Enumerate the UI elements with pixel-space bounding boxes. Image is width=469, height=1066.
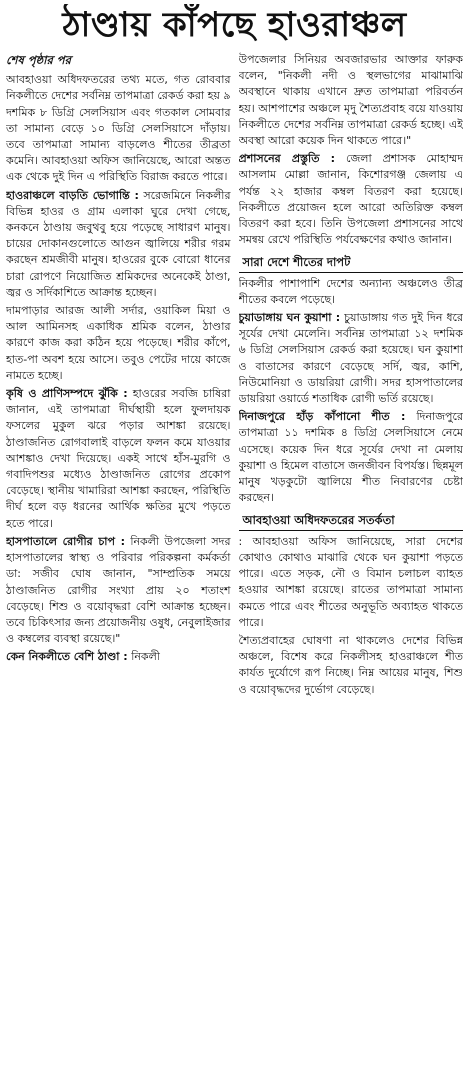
subhead-haor-hardship: হাওরাঞ্চলে বাড়তি ভোগান্তি :: [6, 188, 139, 202]
subhead-why-cold: কেন নিকলীতে বেশি ঠাণ্ডা :: [6, 650, 128, 664]
text-why-cold: নিকলী: [127, 650, 160, 664]
text-agri-risk: হাওরের সবজি চাষিরা জানান, এই তাপমাত্রা দীর্ঘস্থায়ী হলে ফুলদায়ক ফসলের মুকুল ঝরে পড়ার আশঙ্কা রয়েছে। ঠাণ্ডাজনিত রোগবালাই বাড়লে ফলন কমে যাওয়ার আশঙ্কাও দেখা দিয়েছে। একই সাথে হাঁস-মুরগি ও গবাদিপশুর মধ্যেও ঠাণ্ডাজনিত রোগের প্রকোপ বেড়েছে। স্থানীয় খামারিরা আশঙ্কা করছেন, পরিস্থিতি দীর্ঘ হলে বড় ধরনের আর্থিক ক্ষতির মুখে পড়তে হতে পারে।: [6, 387, 231, 530]
section-admin: [239, 151, 464, 248]
text-met-warning: : আবহাওয়া অফিস জানিয়েছে, সারা দেশের কোথাও কোথাও মাঝারি থেকে ঘন কুয়াশা পড়তে পারে। এতে সড়ক, নৌ ও বিমান চলাচল ব্যাহত হওয়ার আশঙ্কা রয়েছে। রাতের তাপমাত্রা সামান্য কমতে পারে এবং শীতের অনুভূতি অব্যাহত থাকতে পারে।: [238, 534, 463, 629]
section-hospital: [6, 534, 231, 647]
subhead-met-warning: আবহাওয়া অধিদফতরের সতর্কতা: [239, 511, 464, 530]
text-dinajpur: দিনাজপুরে তাপমাত্রা ১১ দশমিক ৪ ডিগ্রি সেলসিয়াসে নেমে এসেছে। কয়েক দিন ধরে সূর্যের দেখা না মেলায় কুয়াশা ও হিমেল বাতাসে জনজীবন বিপর্যস্ত। ছিন্নমূল মানুষ খড়কুটো জ্বালিয়ে শীত নিবারণের চেষ্টা করছেন।: [238, 410, 463, 505]
section-haor-hardship: [6, 188, 231, 301]
text-chuadanga: চুয়াডাঙ্গায় গত দুই দিন ধরে সূর্যের দেখা মেলেনি। সর্বনিম্ন তাপমাত্রা ১২ দশমিক ৬ ডিগ্রি সেলসিয়াস রেকর্ড করা হয়েছে। ঘন কুয়াশা ও বাতাসের কারণে বেড়েছে সর্দি, জ্বর, কাশি, নিউমোনিয়া ও ডায়রিয়া রোগী। সদর হাসপাতালের ডায়রিয়া ওয়ার্ডে শতাধিক রোগী ভর্তি রয়েছে।: [238, 311, 463, 406]
subhead-admin: প্রশাসনের প্রস্তুতি :: [238, 152, 336, 166]
paragraph-closing: শৈত্যপ্রবাহের ঘোষণা না থাকলেও দেশের বিভিন্ন অঞ্চলে, বিশেষ করে নিকলীসহ হাওরাঞ্চলে শীত কার্যত দুর্যোগে রূপ নিচ্ছে। নিম্ন আয়ের মানুষ, শিশু ও বয়োবৃদ্ধদের দুর্ভোগ বেড়েছে।: [238, 633, 463, 696]
right-column: [239, 52, 464, 1062]
section-chuadanga: [239, 310, 464, 407]
subhead-agri-risk: কৃষি ও প্রাণিসম্পদে ঝুঁকি :: [6, 387, 128, 401]
section-agri-risk: [6, 386, 231, 532]
subhead-chuadanga: চুয়াডাঙ্গায় ঘন কুয়াশা :: [238, 311, 341, 325]
section-dinajpur: [239, 409, 464, 506]
left-column: [6, 52, 231, 1062]
subhead-nationwide: সারা দেশে শীতের দাপট: [239, 253, 464, 272]
headline: ঠাণ্ডায় কাঁপছে হাওরাঞ্চল: [62, 5, 407, 45]
article-columns: [6, 52, 463, 1062]
text-nationwide: নিকলীর পাশাপাশি দেশের অন্যান্য অঞ্চলেও তীব্র শীতের কবলে পড়েছে।: [238, 276, 463, 306]
section-why-cold: [6, 649, 231, 665]
paragraph-observer: উপজেলার সিনিয়র অবজারভার আক্তার ফারুক বলেন, "নিকলী নদী ও স্থলভাগের মাঝামাঝি অবস্থানে থাকায় এখানে দ্রুত তাপমাত্রা পরিবর্তন হয়। আশপাশের অঞ্চলে মৃদু শৈত্যপ্রবাহ বয়ে যাওয়ায় নিকলীতে দেশের সর্বনিম্ন তাপমাত্রা রেকর্ড হচ্ছে। এই অবস্থা আরো কয়েক দিন থাকতে পারে।": [238, 53, 463, 148]
paragraph-workers: দামপাড়ার আরজ আলী সর্দার, ওয়াকিল মিয়া ও আল আমিনসহ একাধিক শ্রমিক বলেন, ঠাণ্ডার কারণে কাজ করা কঠিন হয়ে পড়েছে। শরীর কাঁপে, হাত-পা অবশ হয়ে আসে। তবুও পেটের দায়ে কাজে নামতে হচ্ছে।: [6, 304, 231, 382]
continued-note: শেষ পৃষ্ঠার পর: [6, 53, 71, 67]
text-hospital: নিকলী উপজেলা সদর হাসপাতালের স্বাস্থ্য ও পরিবার পরিকল্পনা কর্মকর্তা ডা: সজীব ঘোষ জানান, "সাম্প্রতিক সময়ে ঠাণ্ডাজনিত রোগীর সংখ্যা প্রায় ২০ শতাংশ বেড়েছে। শিশু ও বয়োবৃদ্ধরা বেশি আক্রান্ত হচ্ছেন। তবে চিকিৎসার জন্য প্রয়োজনীয় ওষুধ, নেবুলাইজার ও কম্বলের ব্যবস্থা রয়েছে।": [6, 534, 231, 646]
subhead-hospital: হাসপাতালে রোগীর চাপ :: [6, 534, 126, 548]
text-haor-hardship: সরেজমিনে নিকলীর বিভিন্ন হাওর ও গ্রাম এলাকা ঘুরে দেখা গেছে, কনকনে ঠাণ্ডায় জবুথবু হয়ে পড়েছে সাধারণ মানুষ। চায়ের দোকানগুলোতে আগুন জ্বালিয়ে শরীর গরম করছেন শ্রমজীবী মানুষ। হাওরের বুকে বোরো ধানের চারা রোপণে নিয়োজিত শ্রমিকদের অনেকেই ঠাণ্ডা, জ্বর ও সর্দিকাশিতে আক্রান্ত হচ্ছেন।: [6, 188, 231, 299]
text-admin: জেলা প্রশাসক মোহাম্মদ আসলাম মোল্লা জানান, কিশোরগঞ্জ জেলায় এ পর্যন্ত ২২ হাজার কম্বল বিতরণ করা হয়েছে। নিকলীতে প্রয়োজন হলে আরো অতিরিক্ত কম্বল বিতরণ করা হবে। তিনি উপজেলা প্রশাসনের সাথে সমন্বয় রেখে পরিস্থিতি পর্যবেক্ষণের কথাও জানান।: [238, 152, 463, 247]
intro-paragraph: আবহাওয়া অধিদফতরের তথ্য মতে, গত রোববার নিকলীতে দেশের সর্বনিম্ন তাপমাত্রা রেকর্ড করা হয় ৯ দশমিক ৮ ডিগ্রি সেলসিয়াস এবং গতকাল সোমবার তা সামান্য বেড়ে ১০ ডিগ্রি সেলসিয়াসে দাঁড়ায়। তবে তাপমাত্রা সামান্য বাড়লেও শীতের তীব্রতা কমেনি। আবহাওয়া অফিস জানিয়েছে, আরো অন্তত এক থেকে দুই দিন এ পরিস্থিতি বিরাজ করতে পারে।: [6, 73, 231, 184]
subhead-dinajpur: দিনাজপুরে হাঁড় কাঁপানো শীত :: [238, 410, 406, 424]
